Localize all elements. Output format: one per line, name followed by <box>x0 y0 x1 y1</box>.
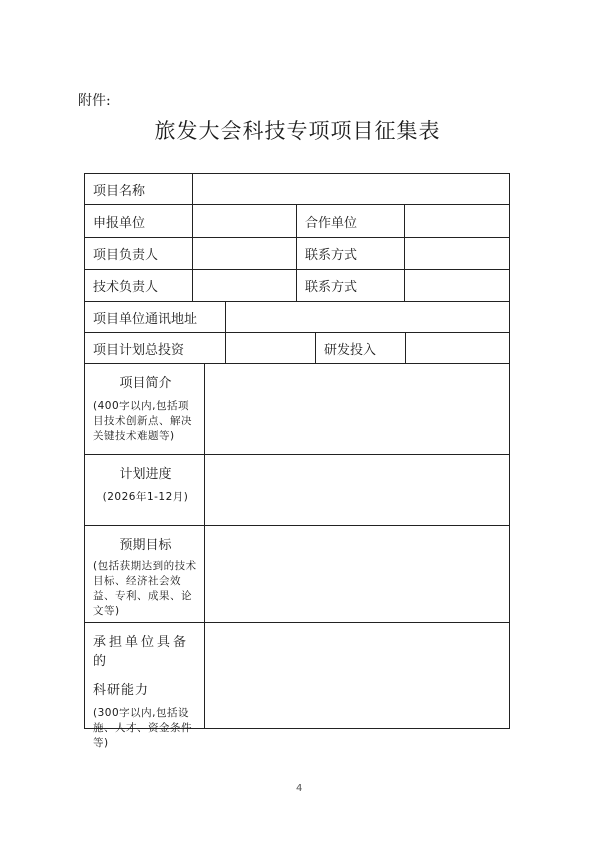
schedule-label: 计划进度 <box>119 467 172 482</box>
row-project-name <box>85 174 509 205</box>
total-investment-field[interactable] <box>226 333 316 363</box>
row-capability <box>85 623 509 749</box>
row-project-intro <box>85 364 509 455</box>
total-investment-label: 项目计划总投资 <box>85 333 226 363</box>
applicant-unit-label: 申报单位 <box>85 205 193 237</box>
row-schedule <box>85 455 509 526</box>
application-form-table <box>84 173 510 749</box>
project-name-field[interactable] <box>193 174 509 204</box>
cooperating-unit-field[interactable] <box>405 205 509 237</box>
contact-label-1: 联系方式 <box>297 238 405 269</box>
page-mark: 4 <box>296 783 303 794</box>
row-project-leader <box>85 238 509 270</box>
rd-investment-field[interactable] <box>406 333 509 363</box>
tech-leader-label: 技术负责人 <box>85 270 193 301</box>
schedule-label-cell <box>85 455 205 525</box>
tech-leader-field[interactable] <box>193 270 297 301</box>
capability-label-cell <box>85 623 205 749</box>
project-intro-label: 项目简介 <box>119 376 172 391</box>
mailing-address-label: 项目单位通讯地址 <box>85 302 226 332</box>
row-expected-goals <box>85 526 509 623</box>
contact-field-1[interactable] <box>405 238 509 269</box>
contact-label-2: 联系方式 <box>297 270 405 301</box>
schedule-note: (2026年1-12月) <box>102 491 189 503</box>
row-tech-leader <box>85 270 509 302</box>
project-intro-field[interactable] <box>205 364 509 454</box>
expected-goals-note: (包括获期达到的技术目标、经济社会效益、专利、成果、论文等) <box>93 560 197 617</box>
project-leader-field[interactable] <box>193 238 297 269</box>
applicant-unit-field[interactable] <box>193 205 297 237</box>
expected-goals-label-cell <box>85 526 205 622</box>
project-intro-label-cell <box>85 364 205 454</box>
expected-goals-label: 预期目标 <box>119 538 172 553</box>
capability-label-line1: 承担单位具备的 <box>93 635 190 669</box>
row-investment <box>85 333 509 364</box>
cooperating-unit-label: 合作单位 <box>297 205 405 237</box>
capability-field[interactable] <box>205 623 509 728</box>
attachment-label: 附件: <box>78 93 111 109</box>
project-leader-label: 项目负责人 <box>85 238 193 269</box>
project-intro-note: (400字以内,包括项目技术创新点、解决关键技术难题等) <box>93 400 192 442</box>
capability-note: (300字以内,包括设施、人才、资金条件等) <box>93 707 192 749</box>
project-name-label: 项目名称 <box>85 174 193 204</box>
page-title: 旅发大会科技专项项目征集表 <box>154 119 441 143</box>
contact-field-2[interactable] <box>405 270 509 301</box>
row-mailing-address <box>85 302 509 333</box>
expected-goals-field[interactable] <box>205 526 509 622</box>
capability-label-line2: 科研能力 <box>93 683 150 698</box>
row-applicant-unit <box>85 205 509 238</box>
rd-investment-label: 研发投入 <box>316 333 406 363</box>
mailing-address-field[interactable] <box>226 302 509 332</box>
schedule-field[interactable] <box>205 455 509 525</box>
